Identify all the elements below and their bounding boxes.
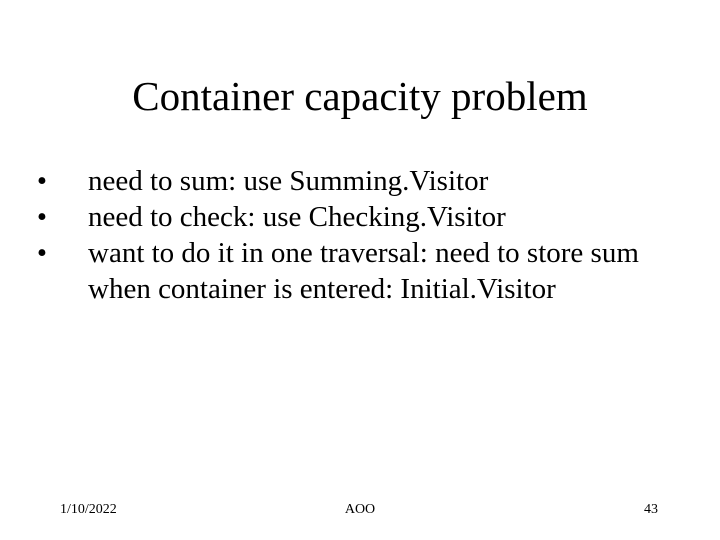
bullet-item bbox=[28, 235, 688, 307]
slide-title: Container capacity problem bbox=[132, 73, 588, 119]
footer-center-label: AOO bbox=[344, 502, 376, 517]
bullet-list bbox=[28, 163, 688, 307]
bullet-marker: • bbox=[36, 237, 48, 269]
bullet-marker: • bbox=[36, 165, 48, 197]
bullet-text: want to do it in one traversal: need to store sum when container is entered: Initial.Visitor bbox=[88, 237, 639, 305]
bullet-item bbox=[28, 199, 688, 235]
bullet-item bbox=[28, 163, 688, 199]
bullet-marker: • bbox=[36, 201, 48, 233]
footer-page-number: 43 bbox=[644, 502, 658, 517]
bullet-text: need to check: use Checking.Visitor bbox=[88, 201, 506, 233]
footer-date: 1/10/2022 bbox=[60, 502, 117, 517]
bullet-text: need to sum: use Summing.Visitor bbox=[88, 165, 489, 197]
